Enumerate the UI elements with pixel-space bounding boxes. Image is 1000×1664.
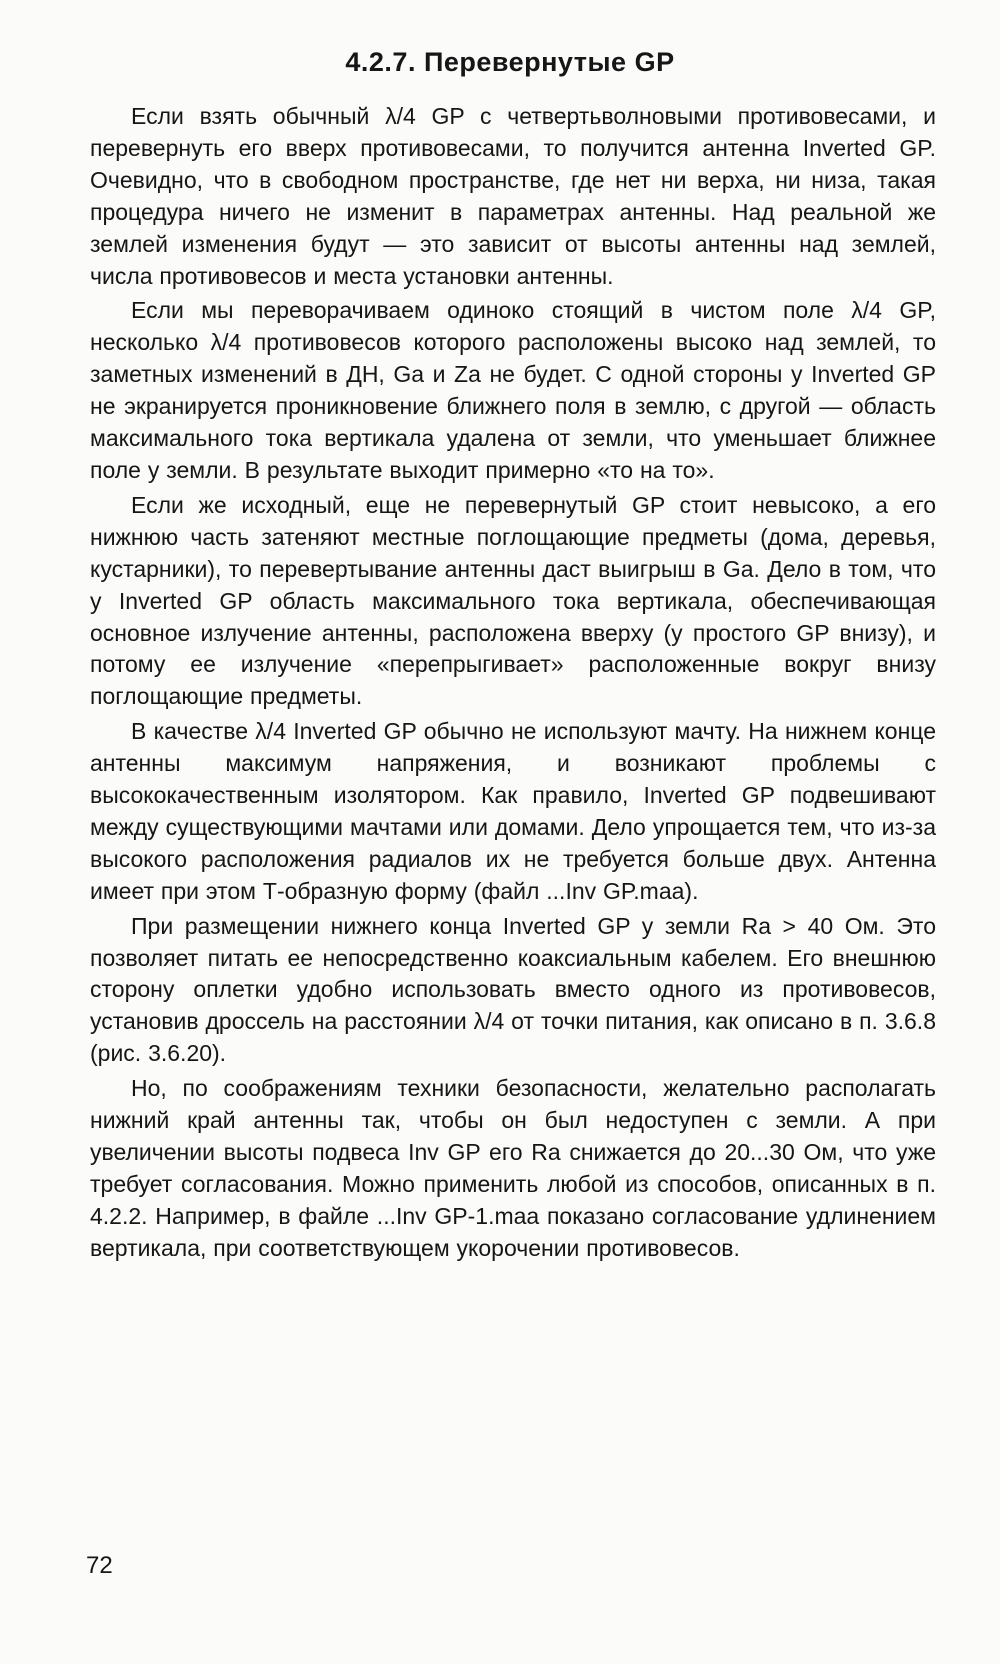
page-number: 72 bbox=[86, 1552, 113, 1579]
paragraph: В качестве λ/4 Inverted GP обычно не используют мачту. На нижнем конце антенны максимум напряжения, и возникают проблемы с высококачественным изолятором. Как правило, Inverted GP подвешивают между существующими мачтами или домами. Дело упрощается тем, что из-за высокого расположения радиалов их не требуется больше двух. Антенна имеет при этом Т-образную форму (файл ...Inv GP.maa). bbox=[90, 718, 936, 904]
paragraph: Но, по соображениям техники безопасности, желательно располагать нижний край антенны так, чтобы он был недоступен с земли. А при увеличении высоты подвеса Inv GP его Ra снижается до 20...30 Ом, что уже требует согласования. Можно применить любой из способов, описанных в п. 4.2.2. Например, в файле ...Inv GP-1.maa показано согласование удлинением вертикала, при соответствующем укорочении противовесов. bbox=[90, 1075, 936, 1261]
section-heading: 4.2.7. Перевернутые GP bbox=[345, 47, 675, 77]
paragraph: Если взять обычный λ/4 GP с четвертьволновыми противовесами, и перевернуть его вверх противовесами, то получится антенна Inverted GP. Очевидно, что в свободном пространстве, где нет ни верха, ни низа, такая процедура ничего не изменит в параметрах антенны. Над реальной же землей изменения будут — это зависит от высоты антенны над землей, числа противовесов и места установки антенны. bbox=[90, 103, 936, 289]
paragraph: Если мы переворачиваем одиноко стоящий в чистом поле λ/4 GP, несколько λ/4 противовесов которого расположены высоко над землей, то заметных изменений в ДН, Ga и Za не будет. С одной стороны у Inverted GP не экранируется проникновение ближнего поля в землю, с другой — область максимального тока вертикала удалена от земли, что уменьшает ближнее поле у земли. В результате выходит примерно «то на то». bbox=[90, 297, 936, 483]
paragraph: Если же исходный, еще не перевернутый GP стоит невысоко, а его нижнюю часть затеняют местные поглощающие предметы (дома, деревья, кустарники), то перевертывание антенны даст выигрыш в Ga. Дело в том, что у Inverted GP область максимального тока вертикала, обеспечивающая основное излучение антенны, расположена вверху (у простого GP внизу), и потому ее излучение «перепрыгивает» расположенные вокруг внизу поглощающие предметы. bbox=[90, 491, 936, 710]
body-text bbox=[90, 101, 936, 1265]
paragraph: При размещении нижнего конца Inverted GP у земли Ra > 40 Ом. Это позволяет питать ее непосредственно коаксиальным кабелем. Его внешнюю сторону оплетки удобно использовать вместо одного из противовесов, установив дроссель на расстоянии λ/4 от точки питания, как описано в п. 3.6.8 (рис. 3.6.20). bbox=[90, 912, 936, 1067]
